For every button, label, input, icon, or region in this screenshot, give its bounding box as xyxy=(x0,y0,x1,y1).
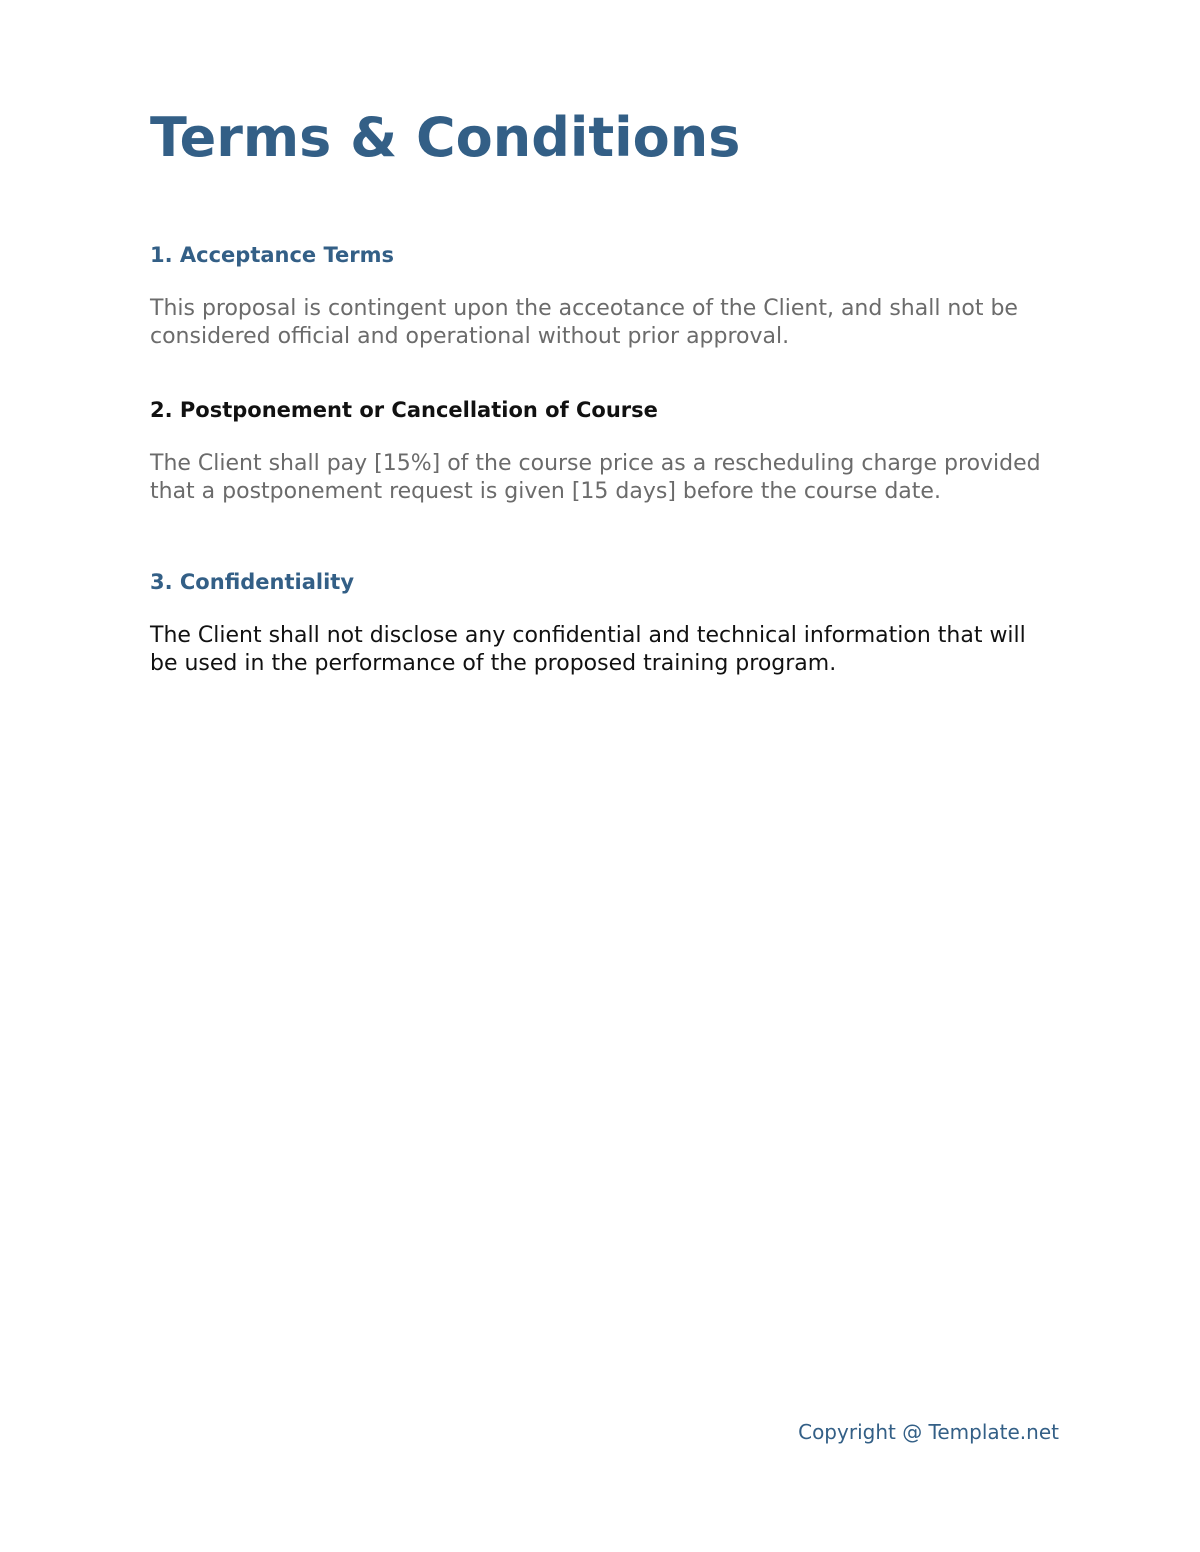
section-heading-confidentiality: 3. Confidentiality xyxy=(150,570,355,594)
section-body-acceptance-terms: This proposal is contingent upon the acceotance of the Client, and shall not be considered official and operational without prior approval. xyxy=(150,296,1018,349)
section-heading-postponement: 2. Postponement or Cancellation of Course xyxy=(150,398,658,422)
section-heading-acceptance-terms: 1. Acceptance Terms xyxy=(150,243,395,267)
copyright-footer: Copyright @ Template.net xyxy=(798,1420,1059,1444)
section-body-confidentiality: The Client shall not disclose any confidential and technical information that will be used in the performance of the proposed training program. xyxy=(150,623,1026,676)
section-body-postponement: The Client shall pay [15%] of the course price as a rescheduling charge provided that a postponement request is given [15 days] before the course date. xyxy=(150,451,1041,504)
page-title: Terms & Conditions xyxy=(150,106,741,169)
